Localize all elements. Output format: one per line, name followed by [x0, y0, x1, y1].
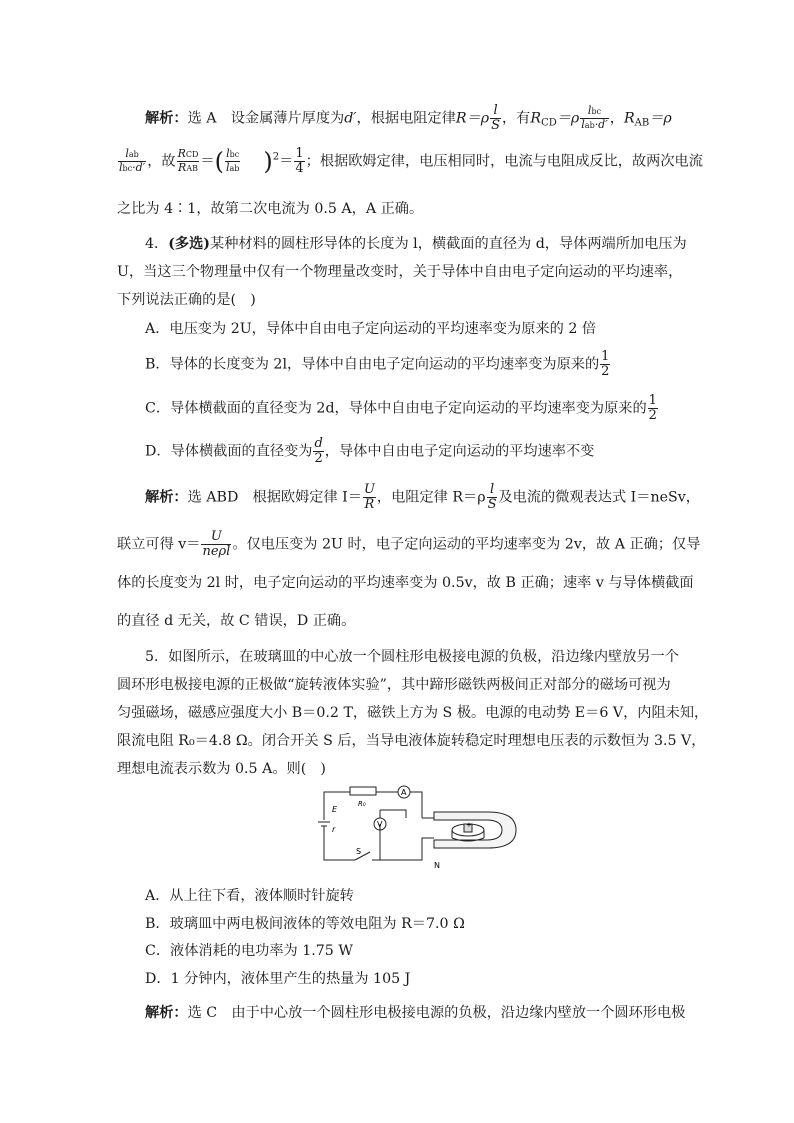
- paren-close: ): [263, 147, 273, 176]
- text: 联立可得 v＝: [117, 536, 201, 553]
- d-sup: AB: [186, 164, 198, 173]
- question5-option-a: A．从上往下看，液体顺时针旋转: [145, 888, 354, 904]
- d: 2: [648, 408, 657, 423]
- sub: CD: [541, 117, 557, 129]
- formula: ＝ρ: [556, 110, 580, 127]
- text: ，故: [147, 153, 176, 170]
- n-sub: bc: [229, 150, 240, 159]
- formula: R＝ρ: [455, 110, 490, 127]
- d: l: [226, 161, 230, 174]
- text: ，电阻定律 R＝ρ: [376, 489, 486, 506]
- n: U: [363, 482, 375, 497]
- question5-option-b: B．玻璃皿中两电极间液体的等效电阻为 R＝7.0 Ω: [145, 916, 465, 932]
- multi-tag: (多选): [168, 236, 211, 252]
- fraction-l-s: [487, 483, 498, 512]
- text: 某种材料的圆柱形导体的长度为 l，横截面的直径为 d，导体两端所加电压为: [210, 236, 687, 252]
- fraction-v: [201, 530, 231, 559]
- fraction-d-half: [313, 437, 323, 466]
- n: l: [226, 147, 230, 160]
- question4-line3: 下列说法正确的是( ): [117, 292, 256, 308]
- text: C．导体横截面的直径变为 2d，导体中自由电子定向运动的平均速率变为原来的: [145, 400, 647, 417]
- fraction-half: [648, 394, 658, 423]
- question4-option-d: [145, 437, 594, 466]
- n: l: [587, 104, 592, 117]
- text: 选 ABD 根据欧姆定律 I＝: [187, 489, 362, 506]
- n-sub: bc: [591, 107, 602, 116]
- fraction-half: [600, 350, 610, 379]
- solution4-line3: 体的长度变为 2l 时，电子定向运动的平均速率变为 0.5v，故 B 正确；速率 v 与导体横截面: [117, 575, 694, 591]
- label-r: r: [332, 825, 336, 834]
- n: l: [487, 483, 498, 498]
- n-sup: CD: [185, 150, 199, 159]
- solution-label: 解析：: [145, 1005, 188, 1021]
- fraction-quarter: [294, 147, 304, 176]
- question5-line3: 匀强磁场，磁感应强度大小 B＝0.2 T，磁铁上方为 S 极。电源的电动势 E＝6 V，内阻未知，: [117, 705, 709, 721]
- solution3-line3: 之比为 4∶1，故第二次电流为 0.5 A，A 正确。: [117, 201, 424, 217]
- label-r0: R₀: [358, 800, 366, 808]
- d: R: [178, 161, 187, 174]
- question5-option-d: D．1 分钟内，液体里产生的热量为 105 J: [145, 971, 411, 987]
- n: 1: [648, 393, 657, 408]
- d: S: [487, 497, 497, 512]
- d: l: [119, 161, 123, 174]
- d: 4: [295, 161, 304, 176]
- question5-line1: 5．如图所示，在玻璃皿的中心放一个圆柱形电极接电源的负极，沿边缘内壁放另一个: [145, 649, 679, 665]
- text: ＝: [200, 153, 215, 170]
- n: d: [314, 436, 323, 451]
- text: ；根据欧姆定律，电压相同时，电流与电阻成反比，故两次电流: [305, 153, 703, 170]
- text: ，根据电阻定律: [356, 110, 456, 127]
- text: B．导体的长度变为 2l，导体中自由电子定向运动的平均速率变为原来的: [145, 356, 600, 373]
- label-e: E: [332, 805, 338, 814]
- n: R: [177, 147, 186, 160]
- text: 。仅电压变为 2U 时，电子定向运动的平均速率变为 2v，故 A 正确；仅导: [232, 536, 701, 553]
- fraction-rcd-rab: [177, 148, 200, 175]
- circuit-figure: [310, 782, 530, 874]
- d-tail: ·d′: [132, 161, 146, 174]
- question5-option-c: C．液体消耗的电功率为 1.75 W: [145, 943, 353, 959]
- question4-option-a: A．电压变为 2U，导体中自由电子定向运动的平均速率变为原来的 2 倍: [145, 321, 597, 337]
- formula: ＝ρ: [649, 110, 672, 127]
- var: R: [623, 110, 635, 127]
- solution4-line2: [117, 530, 700, 559]
- text: ，有: [501, 110, 531, 127]
- question5-line5: 理想电流表示数为 0.5 A。则( ): [117, 761, 326, 777]
- text: 及电流的微观表达式 I＝neSv，: [498, 489, 700, 506]
- var: d′: [344, 110, 357, 127]
- solution4-line4: 的直径 d 无关，故 C 错误，D 正确。: [117, 613, 356, 629]
- d-sub: ab: [229, 164, 240, 173]
- solution3-line1: [145, 104, 672, 134]
- n-sub: ab: [128, 150, 139, 159]
- var: R: [530, 110, 542, 127]
- question5-line2: 圆环形电极接电源的正极做“旋转液体实验”，其中蹄形磁铁两极间正对部分的磁场可视为: [117, 677, 671, 693]
- fraction-u-r: [363, 483, 376, 512]
- text: 选 A 设金属薄片厚度为: [187, 110, 345, 127]
- solution5-line1: [145, 1003, 685, 1023]
- text: ，: [609, 110, 624, 127]
- d-tail: ·d′: [594, 118, 608, 131]
- question4-option-c: [145, 394, 659, 423]
- label-plus: +: [466, 821, 472, 829]
- n: U: [201, 530, 231, 545]
- n: l: [125, 147, 129, 160]
- n: 1: [295, 146, 304, 161]
- fraction-l-over-s: [490, 104, 501, 133]
- n: 1: [601, 349, 610, 364]
- question4-line2: U，当这三个物理量中仅有一个物理量改变时，关于导体中自由电子定向运动的平均速率，: [117, 264, 683, 280]
- d: neρl: [202, 544, 231, 559]
- label-voltmeter: V: [377, 820, 383, 829]
- solution-label: 解析：: [145, 110, 188, 127]
- solution4-line1: [145, 483, 700, 512]
- exponent: 2: [272, 151, 280, 163]
- label-n-pole: N: [434, 861, 440, 870]
- d: 2: [314, 451, 323, 466]
- den: S: [491, 118, 500, 133]
- num: l: [490, 104, 501, 119]
- text: 选 C 由于中心放一个圆柱形电极接电源的负极，沿边缘内壁放一个圆环形电极: [187, 1005, 686, 1021]
- d: R: [364, 497, 375, 512]
- d-sub: ab: [584, 121, 595, 130]
- question4-option-b: [145, 350, 611, 379]
- solution3-line2: [117, 147, 703, 176]
- d: 2: [601, 364, 610, 379]
- q-number: 4．: [145, 236, 169, 252]
- question4-line1: [145, 234, 687, 254]
- question5-line4: 限流电阻 R₀＝4.8 Ω。闭合开关 S 后，当导电液体旋转稳定时理想电压表的示数恒为 3.5 V，: [117, 733, 706, 749]
- d: l: [581, 118, 585, 131]
- label-switch: S: [356, 847, 362, 856]
- fraction-rcd: [580, 105, 608, 132]
- label-ammeter: A: [401, 788, 407, 797]
- resistor-r0: [350, 787, 376, 795]
- fraction-rab: [118, 148, 146, 175]
- text: D．导体横截面的直径变为: [145, 443, 313, 460]
- d-sub: bc: [122, 164, 133, 173]
- fraction-lbc-lab: [225, 148, 240, 175]
- sub: AB: [634, 117, 650, 129]
- text: ＝: [279, 153, 294, 170]
- text: ，导体中自由电子定向运动的平均速率不变: [324, 443, 595, 460]
- paren-open: (: [214, 147, 224, 176]
- solution-label: 解析：: [145, 489, 188, 506]
